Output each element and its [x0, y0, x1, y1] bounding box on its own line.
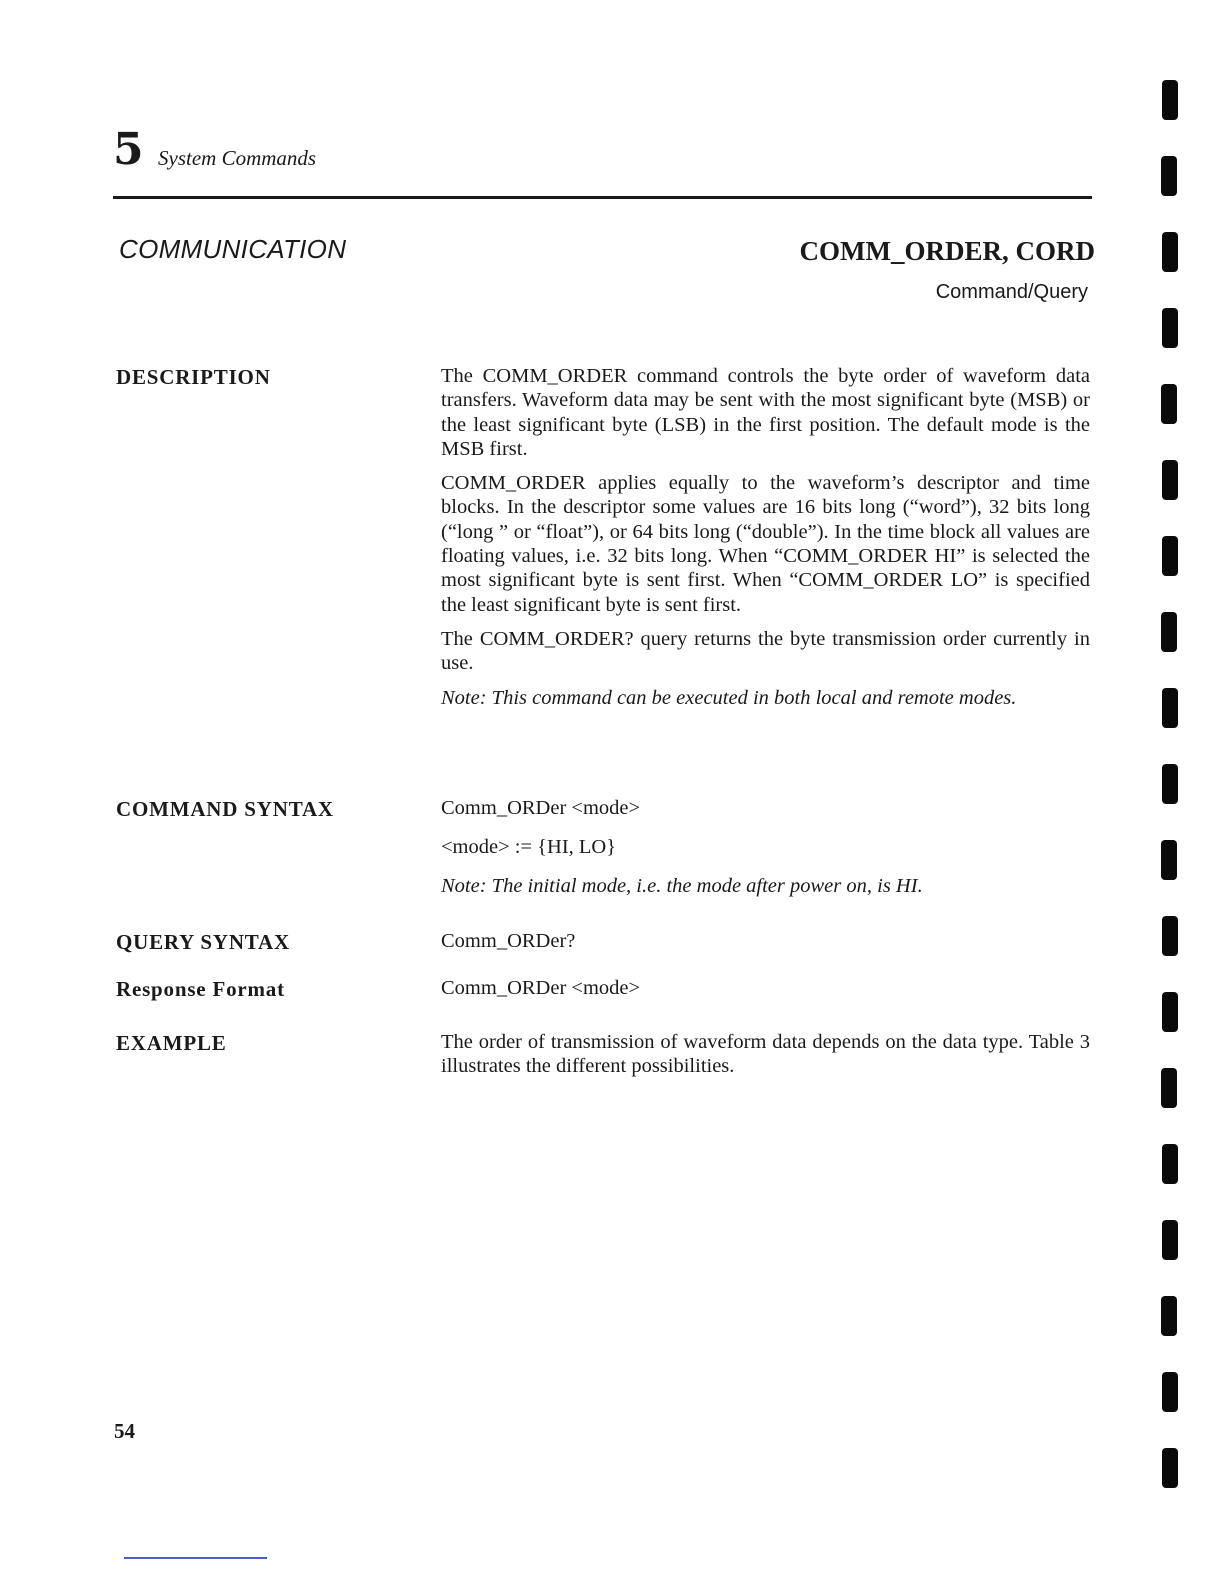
- edge-mark: [1162, 764, 1178, 804]
- page-number: 54: [114, 1419, 135, 1443]
- command-type: Command/Query: [935, 281, 1088, 303]
- query-syntax-label: QUERY SYNTAX: [116, 930, 290, 954]
- edge-mark: [1162, 536, 1178, 576]
- edge-mark: [1161, 840, 1177, 880]
- command-syntax-note: Note: The initial mode, i.e. the mode after power on, is HI.: [441, 875, 923, 897]
- command-syntax-body: [441, 796, 1090, 820]
- description-paragraph-1: The COMM_ORDER command controls the byte order of waveform data transfers. Waveform data may be sent with the most significant byte (MSB) or the least significant byte (LSB) in the first position. The default mode is the MSB first.: [441, 365, 1090, 460]
- response-format-syntax: Comm_ORDer <mode>: [441, 977, 641, 999]
- chapter-title: System Commands: [158, 146, 317, 170]
- header-rule: [113, 196, 1092, 199]
- edge-mark: [1162, 80, 1178, 120]
- description-note: Note: This command can be executed in both local and remote modes.: [441, 686, 1017, 709]
- edge-mark: [1162, 232, 1178, 272]
- edge-mark: [1161, 612, 1177, 652]
- command-syntax: Comm_ORDer <mode>: [441, 797, 641, 819]
- edge-mark: [1162, 1220, 1178, 1260]
- edge-mark: [1162, 916, 1178, 956]
- edge-mark: [1161, 1068, 1177, 1108]
- query-syntax-body: [441, 929, 1090, 953]
- description-label: DESCRIPTION: [116, 365, 271, 389]
- section-name: COMMUNICATION: [119, 234, 347, 264]
- command-syntax-label: COMMAND SYNTAX: [116, 797, 334, 821]
- mode-definition: <mode> := {HI, LO}: [441, 836, 617, 858]
- edge-mark: [1161, 1296, 1177, 1336]
- edge-mark: [1161, 156, 1177, 196]
- mode-definition-body: [441, 835, 1090, 859]
- edge-mark: [1162, 1372, 1178, 1412]
- description-paragraph-3: The COMM_ORDER? query returns the byte transmission order currently in use.: [441, 627, 1090, 675]
- edge-mark: [1162, 460, 1178, 500]
- command-syntax-note-body: [441, 874, 1090, 898]
- example-text: The order of transmission of waveform data depends on the data type. Table 3 illustrates the different possibilities.: [441, 1031, 1090, 1078]
- edge-mark: [1161, 384, 1177, 424]
- edge-mark: [1162, 992, 1178, 1032]
- edge-mark: [1162, 308, 1178, 348]
- response-format-body: [441, 976, 1090, 1000]
- query-syntax: Comm_ORDer?: [441, 930, 576, 952]
- response-format-label: Response Format: [116, 977, 285, 1001]
- example-body: [441, 1030, 1090, 1089]
- command-name: COMM_ORDER, CORD: [799, 236, 1095, 266]
- example-label: EXAMPLE: [116, 1031, 227, 1055]
- chapter-number: 5: [113, 124, 144, 175]
- description-paragraph-2: COMM_ORDER applies equally to the waveform’s descriptor and time blocks. In the descriptor some values are 16 bits long (“word”), 32 bits long (“long ” or “float”), or 64 bits long (“double”). In the time block all values are floating values, i.e. 32 bits long. When “COMM_ORDER HI” is selected the most significant byte is sent first. When “COMM_ORDER LO” is specified the least significant byte is sent first.: [441, 472, 1090, 616]
- edge-mark: [1162, 1144, 1178, 1184]
- edge-mark: [1162, 1448, 1178, 1488]
- binding-edge-marks: [1158, 80, 1198, 1580]
- edge-mark: [1162, 688, 1178, 728]
- footer-link-underline: [124, 1557, 267, 1559]
- description-body: [441, 364, 1090, 720]
